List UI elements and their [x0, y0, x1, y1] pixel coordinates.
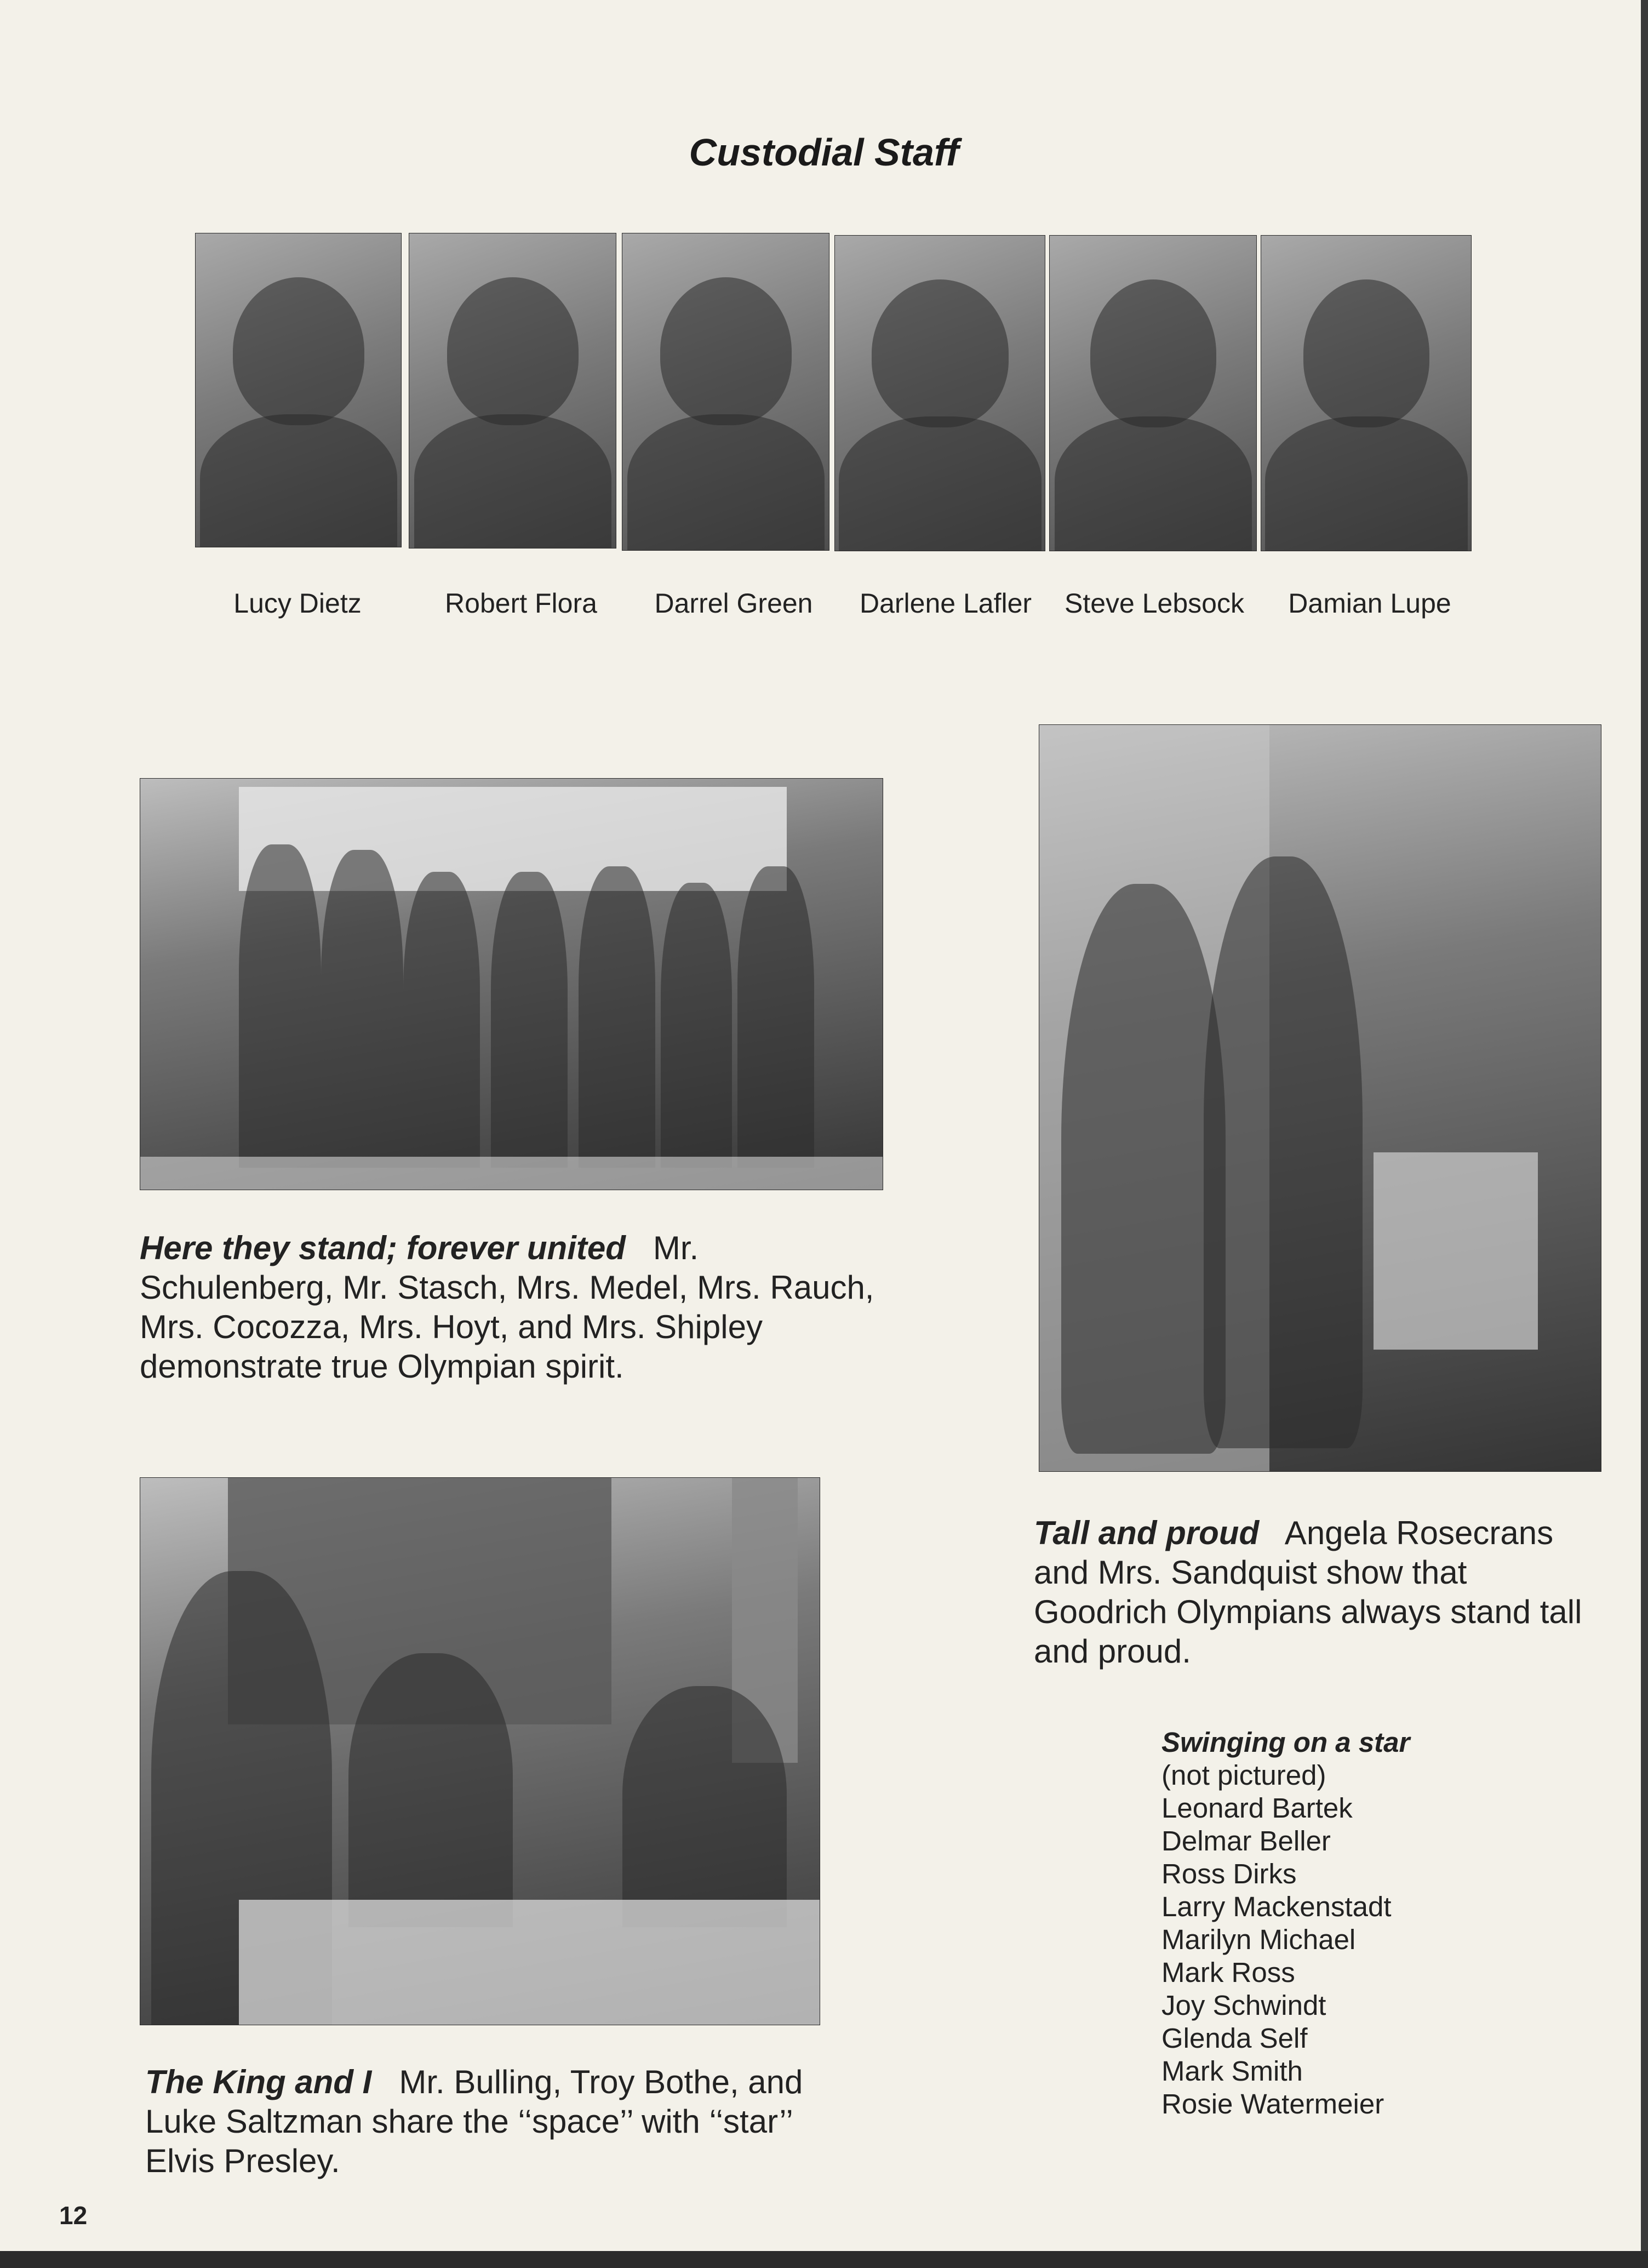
caption-lead: The King and I — [145, 2064, 372, 2100]
page-title: Custodial Staff — [689, 131, 959, 174]
portrait-name: Lucy Dietz — [233, 588, 362, 619]
caption-body: Mr. Schulenberg, Mr. Stasch, Mrs. Medel, Mrs. Rauch, Mrs. Cocozza, Mrs. Hoyt, and Mrs. Shipley demonstrate true Olympian spirit. — [140, 1230, 874, 1385]
not-pictured-list — [1161, 1726, 1600, 2121]
list-item: Mark Smith — [1161, 2055, 1303, 2087]
caption-body: Mr. Bulling, Troy Bothe, and Luke Saltzman share the ‘‘space’’ with ‘‘star’’ Elvis Presley. — [145, 2064, 803, 2179]
group-photo — [140, 778, 883, 1190]
portrait-photo — [1049, 235, 1257, 551]
caption-lead: Here they stand; forever united — [140, 1230, 626, 1266]
king-photo — [140, 1477, 820, 2025]
tall-photo — [1039, 724, 1601, 1472]
list-subheading: (not pictured) — [1161, 1759, 1326, 1791]
portrait-photo — [834, 235, 1045, 551]
portrait-name: Damian Lupe — [1288, 588, 1451, 619]
caption-body: Angela Rosecrans and Mrs. Sandquist show that Goodrich Olympians always stand tall and proud. — [1034, 1515, 1582, 1670]
list-item: Mark Ross — [1161, 1957, 1295, 1988]
page-bottom-edge — [0, 2251, 1648, 2268]
list-item: Leonard Bartek — [1161, 1792, 1353, 1824]
group-caption — [140, 1229, 896, 1386]
list-item: Joy Schwindt — [1161, 1990, 1326, 2021]
list-item: Rosie Watermeier — [1161, 2088, 1384, 2120]
king-caption — [145, 2063, 841, 2181]
portrait-name: Robert Flora — [445, 588, 597, 619]
portrait-name: Steve Lebsock — [1065, 588, 1244, 619]
page-edge — [1641, 0, 1648, 2268]
portrait-photo — [1261, 235, 1472, 551]
portrait-name: Darrel Green — [654, 588, 813, 619]
caption-lead: Tall and proud — [1034, 1515, 1260, 1551]
list-item: Larry Mackenstadt — [1161, 1891, 1392, 1922]
list-item: Marilyn Michael — [1161, 1924, 1356, 1955]
portrait-photo — [409, 233, 616, 549]
page-number: 12 — [59, 2201, 88, 2230]
portrait-name: Darlene Lafler — [859, 588, 1032, 619]
portrait-photo — [622, 233, 829, 551]
tall-caption — [1034, 1513, 1609, 1671]
list-heading: Swinging on a star — [1161, 1727, 1410, 1758]
list-item: Ross Dirks — [1161, 1858, 1297, 1889]
list-item: Glenda Self — [1161, 2023, 1308, 2054]
list-item: Delmar Beller — [1161, 1825, 1331, 1856]
portrait-photo — [195, 233, 402, 547]
